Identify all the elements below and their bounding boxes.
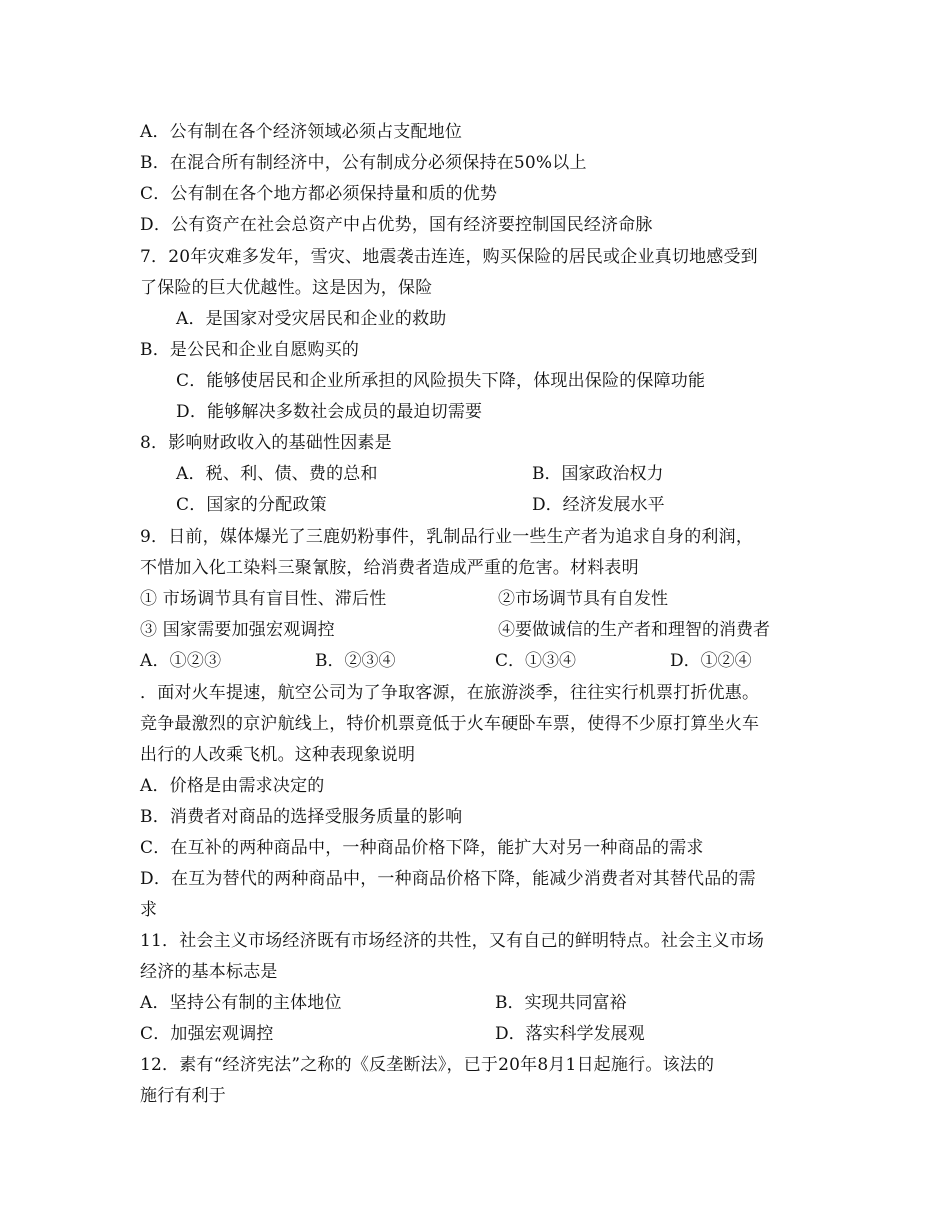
q6-option-a: A．公有制在各个经济领域必须占支配地位 <box>140 122 463 142</box>
q9-stem-line1: 9．日前，媒体爆光了三鹿奶粉事件，乳制品行业一些生产者为追求自身的利润， <box>140 527 754 547</box>
q10-stem-line2: 竞争最激烈的京沪航线上，特价机票竟低于火车硬卧车票，使得不少原打算坐火车 <box>140 714 760 734</box>
q7-option-a: A．是国家对受灾居民和企业的救助 <box>176 309 447 329</box>
q11-option-c: C．加强宏观调控 <box>140 1024 274 1044</box>
q10-option-d-line1: D．在互为替代的两种商品中，一种商品价格下降，能减少消费者对其替代品的需 <box>140 869 756 889</box>
q10-stem-line3: 出行的人改乘飞机。这种表现象说明 <box>140 745 416 765</box>
q9-option-d: D．①②④ <box>670 651 752 671</box>
q12-stem-line2: 施行有利于 <box>140 1086 226 1106</box>
q9-statement-2: ②市场调节具有自发性 <box>498 589 668 609</box>
q7-option-c: C．能够使居民和企业所承担的风险损失下降，体现出保险的保障功能 <box>176 371 706 391</box>
q11-option-a: A．坚持公有制的主体地位 <box>140 993 342 1013</box>
q6-option-d: D．公有资产在社会总资产中占优势，国有经济要控制国民经济命脉 <box>140 215 653 235</box>
q10-option-d-line2: 求 <box>140 900 158 920</box>
q10-stem-line1: ．面对火车提速，航空公司为了争取客源，在旅游淡季，往往实行机票打折优惠。 <box>140 683 760 703</box>
q9-statement-1: ① 市场调节具有盲目性、滞后性 <box>140 589 387 609</box>
q8-option-a: A．税、利、债、费的总和 <box>176 464 378 484</box>
q7-stem-line1: 7．20年灾难多发年，雪灾、地震袭击连连，购买保险的居民或企业真切地感受到 <box>140 247 758 267</box>
q7-stem-line2: 了保险的巨大优越性。这是因为，保险 <box>140 278 433 298</box>
q10-option-c: C．在互补的两种商品中，一种商品价格下降，能扩大对另一种商品的需求 <box>140 838 704 858</box>
q9-statement-4: ④要做诚信的生产者和理智的消费者 <box>498 620 770 640</box>
q10-option-b: B．消费者对商品的选择受服务质量的影响 <box>140 807 463 827</box>
q9-statement-3: ③ 国家需要加强宏观调控 <box>140 620 335 640</box>
q7-option-d: D．能够解决多数社会成员的最迫切需要 <box>176 402 483 422</box>
q8-option-c: C．国家的分配政策 <box>176 495 327 515</box>
q8-option-d: D．经济发展水平 <box>532 495 665 515</box>
q9-option-a: A．①②③ <box>140 651 222 671</box>
q8-option-b: B．国家政治权力 <box>532 464 664 484</box>
q10-option-a: A．价格是由需求决定的 <box>140 776 325 796</box>
q9-stem-line2: 不惜加入化工染料三聚氰胺，给消费者造成严重的危害。材料表明 <box>140 558 639 578</box>
q11-stem-line1: 11．社会主义市场经济既有市场经济的共性，又有自己的鲜明特点。社会主义市场 <box>140 931 765 951</box>
q12-stem-line1: 12．素有“经济宪法”之称的《反垄断法》，已于20年8月1日起施行。该法的 <box>140 1055 715 1075</box>
q6-option-c: C．公有制在各个地方都必须保持量和质的优势 <box>140 184 498 204</box>
q8-stem: 8．影响财政收入的基础性因素是 <box>140 433 392 453</box>
q11-stem-line2: 经济的基本标志是 <box>140 962 278 982</box>
q11-option-b: B．实现共同富裕 <box>495 993 627 1013</box>
q11-option-d: D．落实科学发展观 <box>495 1024 645 1044</box>
q9-option-c: C．①③④ <box>495 651 577 671</box>
q6-option-b: B．在混合所有制经济中，公有制成分必须保持在50%以上 <box>140 153 587 173</box>
q7-option-b: B．是公民和企业自愿购买的 <box>140 340 360 360</box>
q9-option-b: B．②③④ <box>315 651 396 671</box>
